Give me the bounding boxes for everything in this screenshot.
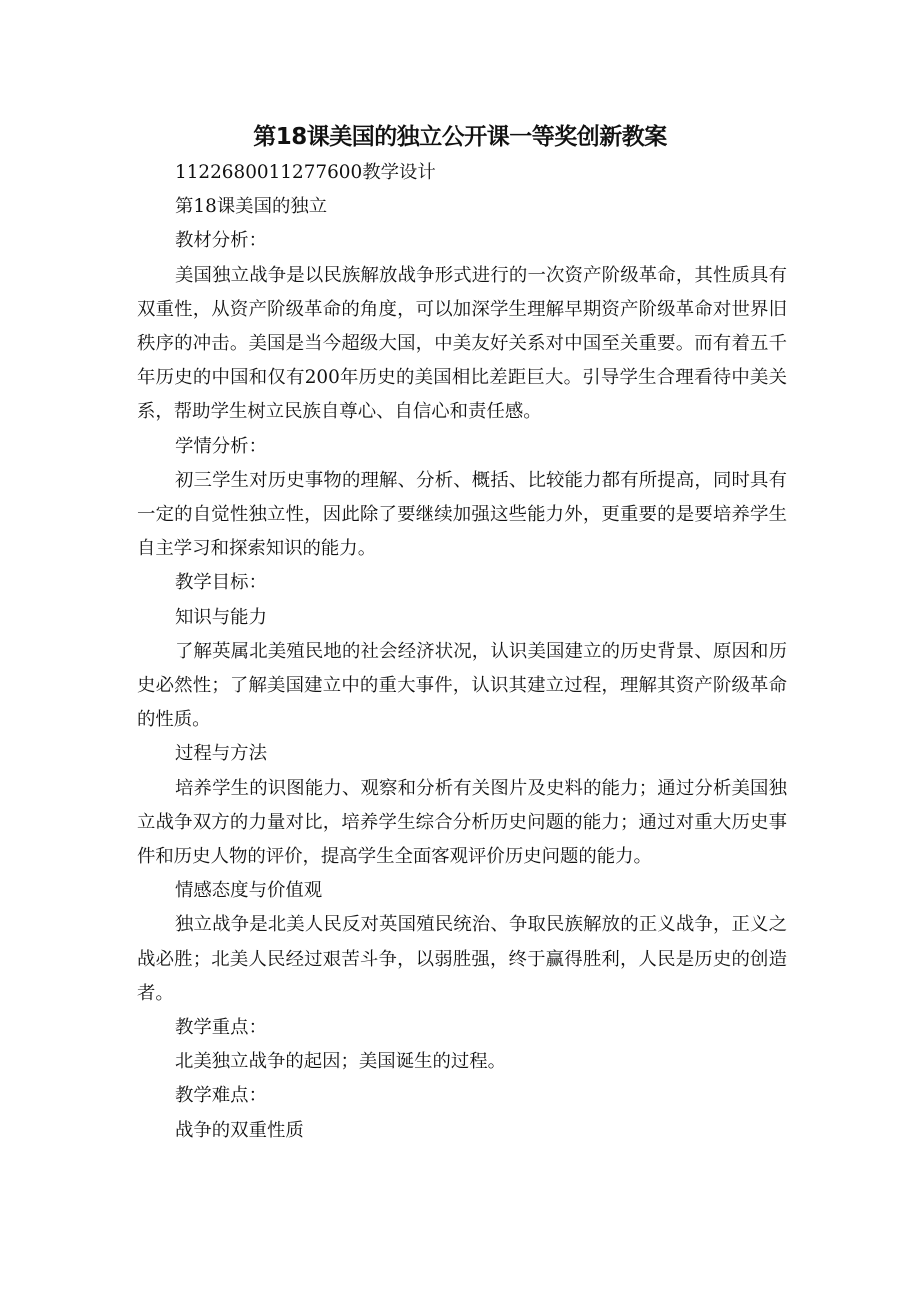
lesson-title: 第18课美国的独立	[175, 196, 328, 218]
document-title: 第18课美国的独立公开课一等奖创新教案	[253, 124, 667, 150]
section-heading-student-analysis: 学情分析：	[175, 435, 267, 457]
paragraph-emotion-values: 独立战争是北美人民反对英国殖民统治、争取民族解放的正义战争，正义之战必胜；北美人民经过艰苦斗争，以弱胜强，终于赢得胜利，人民是历史的创造者。	[137, 914, 787, 1004]
paragraph-textbook-analysis: 美国独立战争是以民族解放战争形式进行的一次资产阶级革命，其性质具有双重性，从资产阶级革命的角度，可以加深学生理解早期资产阶级革命对世界旧秩序的冲击。美国是当今超级大国，中美友好关系对中国至关重要。而有着五千年历史的中国和仅有200年历史的美国相比差距巨大。引导学生合理看待中美关系，帮助学生树立民族自尊心、自信心和责任感。	[137, 264, 787, 423]
paragraph-knowledge-ability: 了解英属北美殖民地的社会经济状况，认识美国建立的历史背景、原因和历史必然性；了解美国建立中的重大事件，认识其建立过程，理解其资产阶级革命的性质。	[137, 640, 787, 731]
subheading-knowledge-ability: 知识与能力	[175, 606, 267, 628]
paragraph-key-points: 北美独立战争的起因；美国诞生的过程。	[175, 1051, 507, 1073]
section-heading-key-points: 教学重点：	[175, 1017, 267, 1039]
design-label: 1122680011277600教学设计	[175, 162, 436, 183]
section-heading-difficult-points: 教学难点：	[175, 1085, 267, 1107]
document-body	[137, 156, 787, 1148]
section-heading-teaching-goals: 教学目标：	[175, 572, 267, 594]
subheading-process-method: 过程与方法	[175, 743, 267, 765]
section-heading-textbook-analysis: 教材分析：	[175, 230, 267, 252]
paragraph-student-analysis: 初三学生对历史事物的理解、分析、概括、比较能力都有所提高，同时具有一定的自觉性独立性，因此除了要继续加强这些能力外，更重要的是要培养学生自主学习和探索知识的能力。	[137, 469, 787, 560]
paragraph-difficult-points: 战争的双重性质	[175, 1119, 304, 1141]
subheading-emotion-values: 情感态度与价值观	[175, 880, 323, 902]
paragraph-process-method: 培养学生的识图能力、观察和分析有关图片及史料的能力；通过分析美国独立战争双方的力量对比，培养学生综合分析历史问题的能力；通过对重大历史事件和历史人物的评价，提高学生全面客观评价历史问题的能力。	[137, 777, 787, 868]
